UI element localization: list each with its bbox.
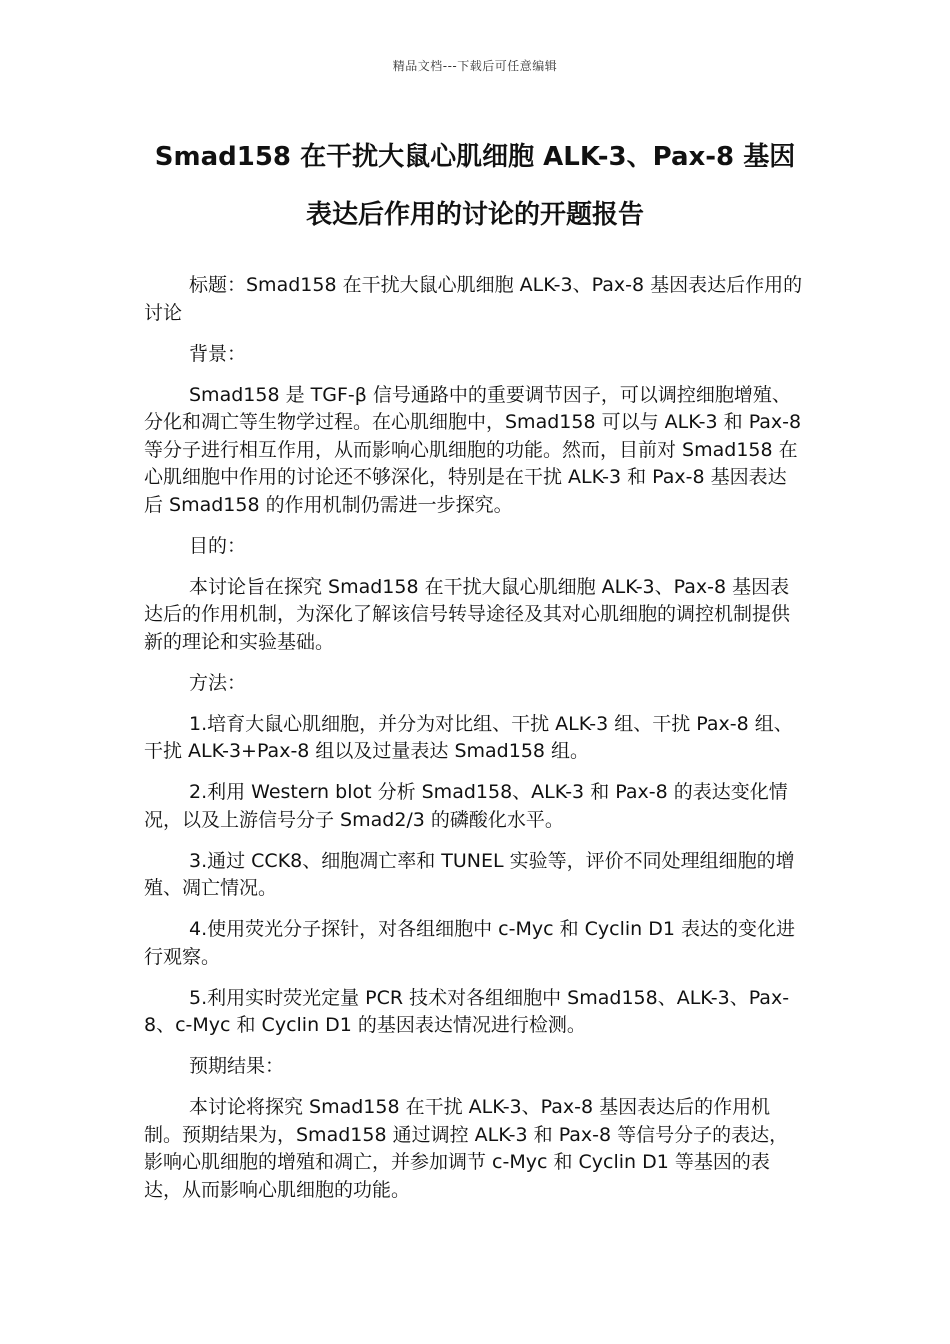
heading-background: 背景： bbox=[189, 342, 247, 365]
heading-purpose: 目的： bbox=[189, 534, 247, 557]
paragraph-subject: 标题：Smad158 在干扰大鼠心肌细胞 ALK-3、Pax-8 基因表达后作用的讨论 bbox=[144, 274, 803, 324]
paragraph-method-1: 1.培育大鼠心肌细胞，并分为对比组、干扰 ALK-3 组、干扰 Pax-8 组、干扰 ALK-3+Pax-8 组以及过量表达 Smad158 组。 bbox=[144, 712, 793, 762]
title-line-1: Smad158 在干扰大鼠心肌细胞 ALK-3、Pax-8 基因 bbox=[154, 142, 796, 172]
paragraph-expected-results: 本讨论将探究 Smad158 在干扰 ALK-3、Pax-8 基因表达后的作用机制。预期结果为，Smad158 通过调控 ALK-3 和 Pax-8 等信号分子的表达，影响心肌细胞的增殖和凋亡，并参加调节 c-Myc 和 Cyclin D1 等基因的表达，从而影响心肌细胞的功能。 bbox=[144, 1096, 789, 1201]
document-title bbox=[120, 128, 830, 244]
paragraph-method-5: 5.利用实时荧光定量 PCR 技术对各组细胞中 Smad158、ALK-3、Pax-8、c-Myc 和 Cyclin D1 的基因表达情况进行检测。 bbox=[144, 986, 790, 1036]
paragraph-method-3: 3.通过 CCK8、细胞凋亡率和 TUNEL 实验等，评价不同处理组细胞的增殖、凋亡情况。 bbox=[144, 849, 795, 899]
paragraph-purpose: 本讨论旨在探究 Smad158 在干扰大鼠心肌细胞 ALK-3、Pax-8 基因表达后的作用机制，为深化了解该信号转导途径及其对心肌细胞的调控机制提供新的理论和实验基础。 bbox=[144, 575, 791, 653]
title-line-2: 表达后作用的讨论的开题报告 bbox=[305, 200, 644, 230]
document-body bbox=[144, 272, 804, 1218]
heading-expected-results: 预期结果： bbox=[189, 1055, 285, 1077]
page-header: 精品文档---下载后可任意编辑 bbox=[392, 59, 558, 73]
paragraph-background: Smad158 是 TGF-β 信号通路中的重要调节因子，可以调控细胞增殖、分化和凋亡等生物学过程。在心肌细胞中，Smad158 可以与 ALK-3 和 Pax-8 等分子进行相互作用，从而影响心肌细胞的功能。然而，目前对 Smad158 在心肌细胞中作用的讨论还不够深化，特别是在干扰 ALK-3 和 Pax-8 基因表达后 Smad158 的作用机制仍需进一步探究。 bbox=[144, 383, 802, 516]
heading-methods: 方法： bbox=[189, 671, 247, 694]
paragraph-method-4: 4.使用荧光分子探针，对各组细胞中 c-Myc 和 Cyclin D1 表达的变化进行观察。 bbox=[144, 918, 795, 968]
paragraph-method-2: 2.利用 Western blot 分析 Smad158、ALK-3 和 Pax-8 的表达变化情况，以及上游信号分子 Smad2/3 的磷酸化水平。 bbox=[144, 781, 788, 831]
